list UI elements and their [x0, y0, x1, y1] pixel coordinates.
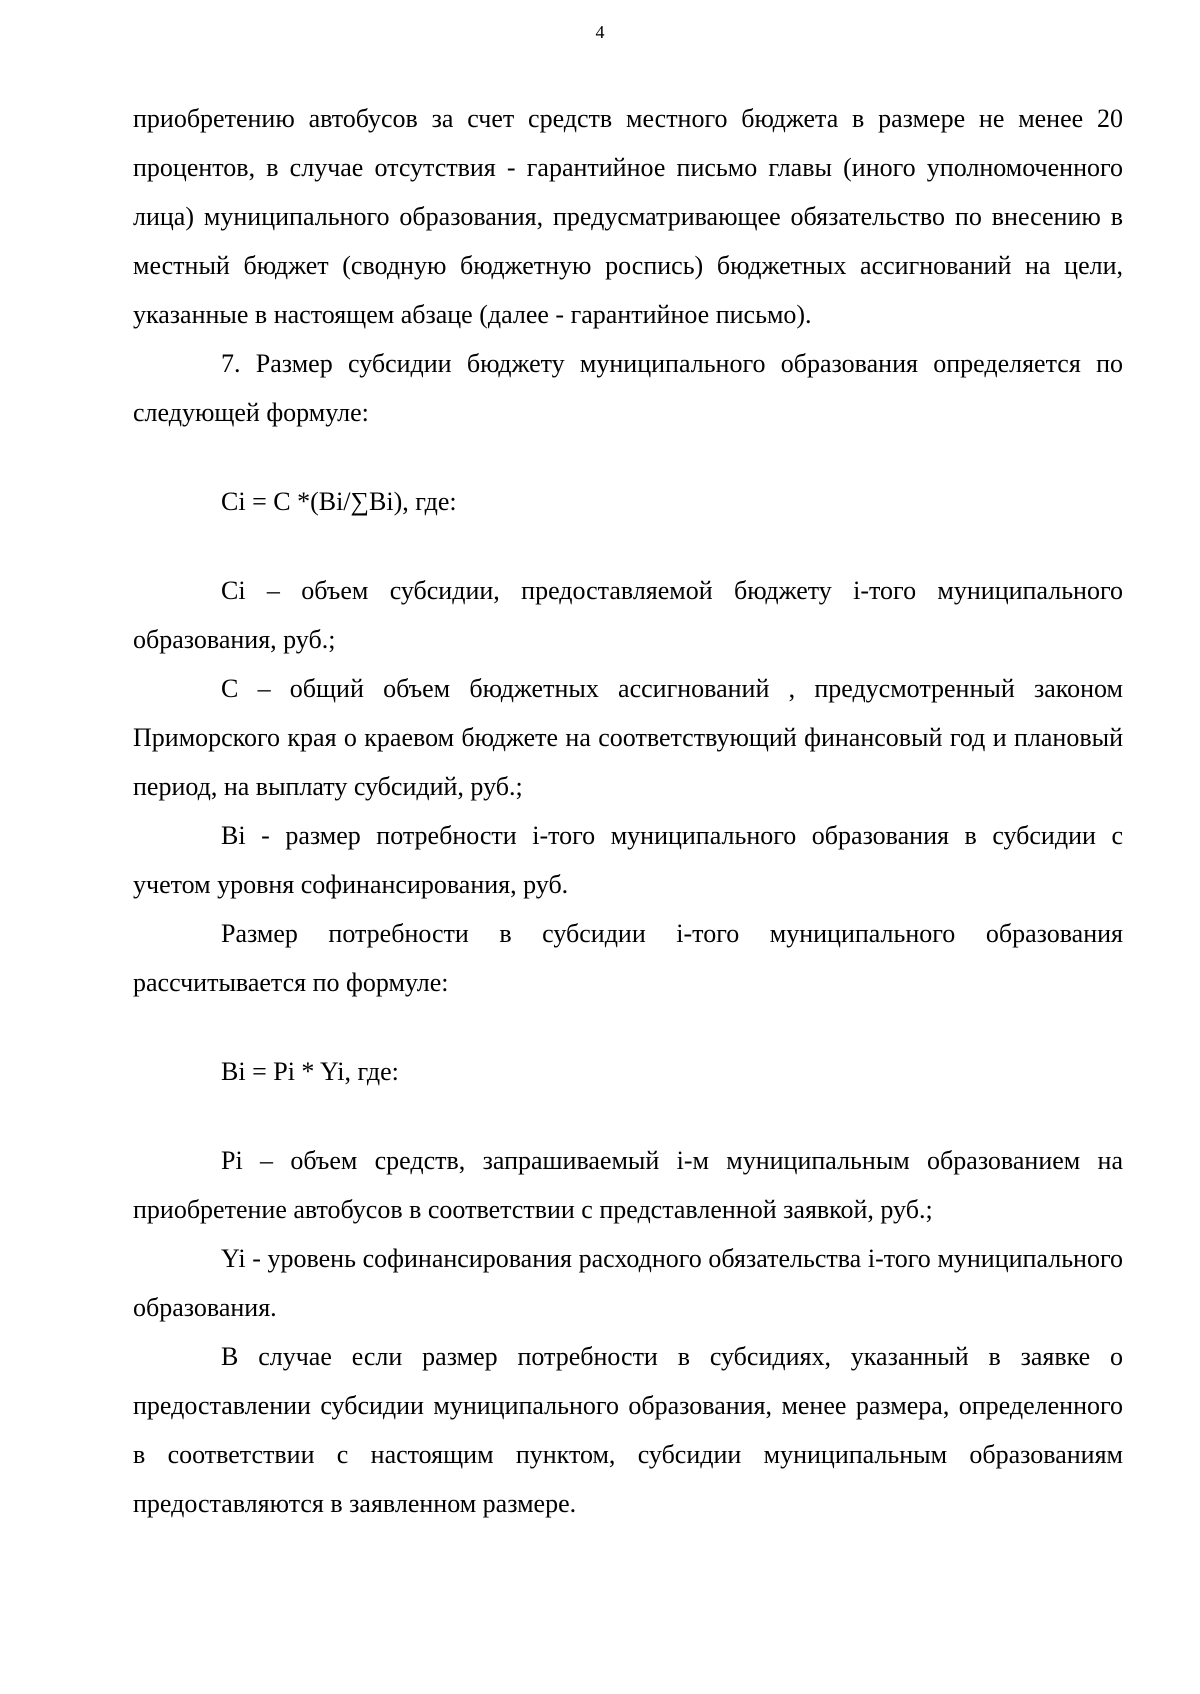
- paragraph-guarantee-letter: приобретению автобусов за счет средств местного бюджета в размере не менее 20 процентов, в случае отсутствия - гарантийное письмо главы (иного уполномоченного лица) муниципального образования, предусматривающее обязательство по внесению в местный бюджет (сводную бюджетную роспись) бюджетных ассигнований на цели, указанные в настоящем абзаце (далее - гарантийное письмо).: [133, 104, 1123, 329]
- paragraph-subsidy-size: 7. Размер субсидии бюджету муниципального образования определяется по следующей формуле:: [133, 349, 1123, 427]
- paragraph-declared-size: В случае если размер потребности в субсидиях, указанный в заявке о предоставлении субсидии муниципального образования, менее размера, определенного в соответствии с настоящим пунктом, субсидии муниципальным образованиям предоставляются в заявленном размере.: [133, 1342, 1123, 1518]
- formula-need: Bi = Pi * Yi, где:: [221, 1057, 399, 1086]
- formula-subsidy: Ci = C *(Bi/∑Bi), где:: [221, 487, 457, 516]
- spacer: [133, 1007, 1123, 1047]
- spacer: [133, 1096, 1123, 1136]
- spacer: [133, 526, 1123, 566]
- definition-bi: Bi - размер потребности i-того муниципального образования в субсидии с учетом уровня софинансирования, руб.: [133, 821, 1123, 899]
- definition-pi: Pi – объем средств, запрашиваемый i-м муниципальным образованием на приобретение автобусов в соответствии с представленной заявкой, руб.;: [133, 1146, 1123, 1224]
- definition-ci: Ci – объем субсидии, предоставляемой бюджету i-того муниципального образования, руб.;: [133, 576, 1123, 654]
- definition-yi: Yi - уровень софинансирования расходного обязательства i-того муниципального образования.: [133, 1244, 1123, 1322]
- definition-c: C – общий объем бюджетных ассигнований , предусмотренный законом Приморского края о краевом бюджете на соответствующий финансовый год и плановый период, на выплату субсидий, руб.;: [133, 674, 1123, 801]
- spacer: [133, 437, 1123, 477]
- document-body: [133, 94, 1123, 1528]
- page-number: 4: [595, 22, 605, 42]
- paragraph-need-size: Размер потребности в субсидии i-того муниципального образования рассчитывается по формуле:: [133, 919, 1123, 997]
